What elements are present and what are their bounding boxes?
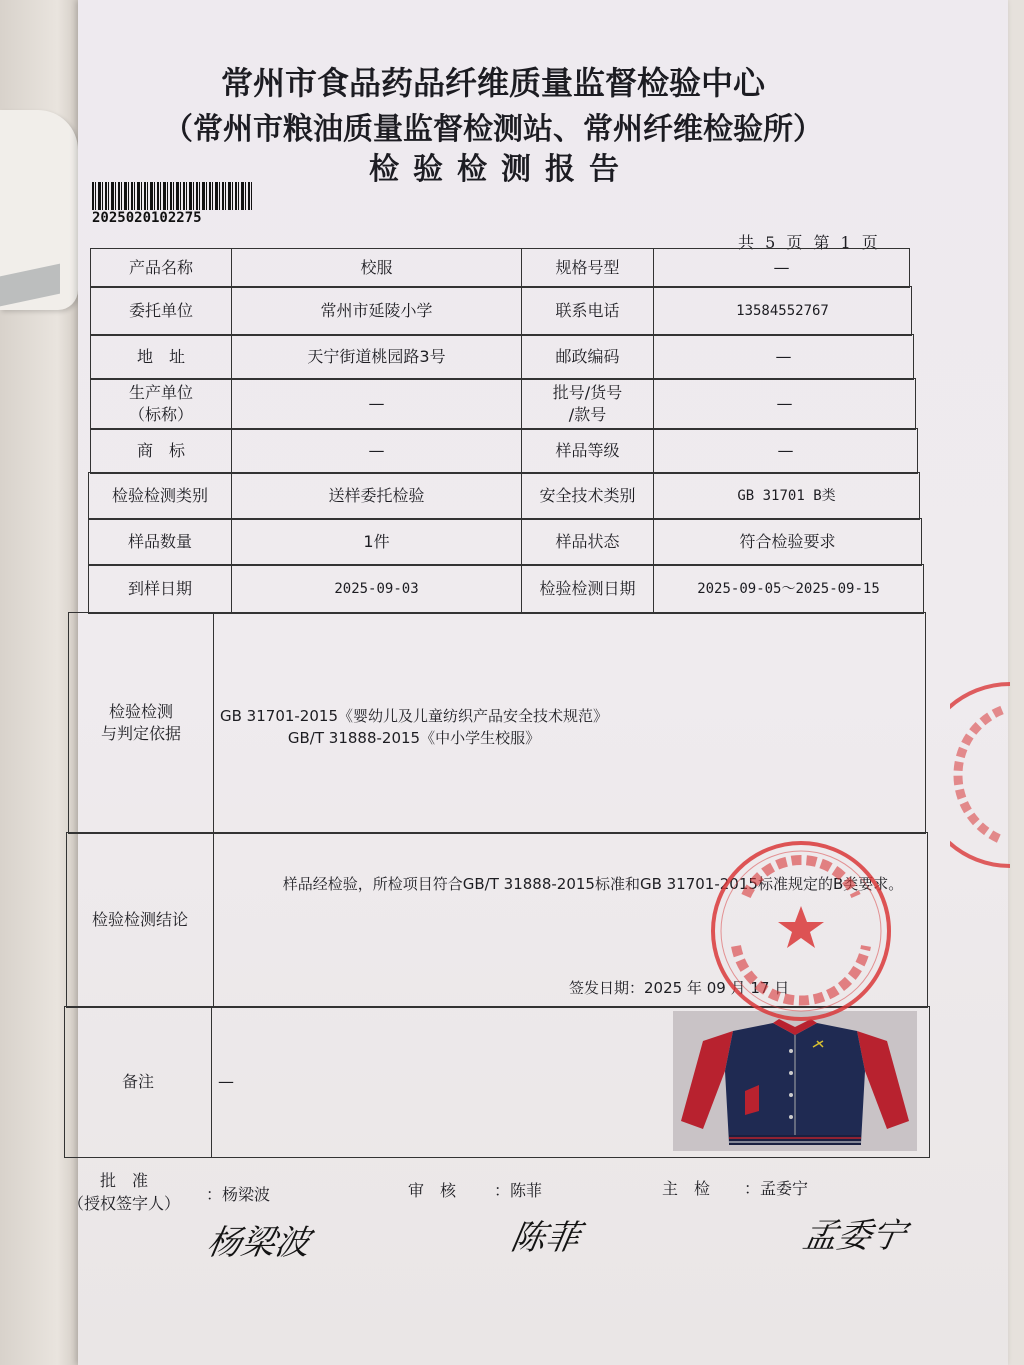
basis-standard-1: GB 31701-2015《婴幼儿及儿童纺织产品安全技术规范》: [220, 707, 608, 725]
reviewer-signature: 陈菲: [507, 1218, 583, 1258]
label-address: 地 址: [136, 347, 185, 366]
value-phone: 13584552767: [653, 287, 911, 335]
value-trademark: —: [231, 429, 521, 473]
value-basis: [213, 613, 925, 833]
label-remarks: 备注: [121, 1072, 154, 1091]
report-page: [67, 0, 1008, 1365]
conclusion-text: 样品经检验，所检项目符合GB/T 31888-2015标准和GB 31701-2015标准规定的B类要求。: [282, 875, 904, 893]
label-arrival: 到样日期: [127, 579, 192, 598]
value-arrival: 2025-09-03: [231, 565, 521, 613]
approver-label: [64, 1168, 184, 1214]
barcode: [92, 182, 252, 210]
label-trademark: 商 标: [136, 441, 185, 460]
reviewer-name: ：陈菲: [494, 1181, 543, 1200]
table-row: [88, 472, 920, 520]
approver-label-line2: （授权签字人）: [67, 1194, 180, 1213]
issue-date: 签发日期：2025 年 09 月 17 日: [569, 979, 790, 997]
label-client: 委托单位: [128, 301, 193, 320]
page-count: 共 5 页 第 1 页: [738, 233, 881, 252]
label-grade: 样品等级: [521, 429, 653, 473]
value-client: 常州市延陵小学: [231, 287, 521, 335]
value-spec: —: [653, 249, 909, 287]
basis-list: [220, 705, 608, 749]
value-quantity: 1件: [231, 519, 521, 565]
table-row: [90, 428, 918, 474]
label-safety: 安全技术类别: [521, 473, 653, 519]
edge-seal: [950, 680, 1010, 870]
label-basis-line1: 检验检测: [108, 702, 173, 721]
remarks-text: —: [218, 1072, 234, 1091]
approver-signature: 杨梁波: [203, 1223, 313, 1263]
chief-label: 主 检: [662, 1179, 711, 1198]
table-row: [90, 378, 916, 430]
label-batch-line2: /款号: [568, 405, 607, 424]
value-test-date: 2025-09-05～2025-09-15: [653, 565, 923, 613]
label-test-date: 检验检测日期: [521, 565, 653, 613]
doc-title: 检验检测报告: [369, 152, 633, 187]
barcode-number: 2025020102275: [92, 210, 202, 226]
basis-standard-2: GB/T 31888-2015《中小学生校服》: [287, 729, 541, 747]
label-manufacturer: [91, 379, 231, 429]
org-title: 常州市食品药品纤维质量监督检验中心: [220, 64, 765, 102]
value-safety: GB 31701 B类: [653, 473, 919, 519]
approver-label-line1: 批 准: [99, 1171, 148, 1190]
label-basis: [69, 613, 213, 833]
label-batch-line1: 批号/货号: [552, 383, 623, 402]
label-status: 样品状态: [521, 519, 653, 565]
value-address: 天宁街道桃园路3号: [231, 335, 521, 379]
chief-signature: 孟委宁: [799, 1216, 909, 1256]
table-row: [90, 248, 910, 288]
label-manufacturer-line2: （标称）: [128, 405, 193, 424]
label-manufacturer-line1: 生产单位: [128, 383, 193, 402]
value-postal: —: [653, 335, 913, 379]
value-status: 符合检验要求: [653, 519, 921, 565]
org-subtitle: （常州市粮油质量监督检测站、常州纤维检验所）: [163, 112, 823, 147]
label-product-name: 产品名称: [128, 258, 193, 277]
label-quantity: 样品数量: [127, 532, 192, 551]
table-row: [90, 286, 912, 336]
value-product-name: 校服: [231, 249, 521, 287]
label-test-type: 检验检测类别: [111, 486, 208, 505]
value-manufacturer: —: [231, 379, 521, 429]
label-batch: [521, 379, 653, 429]
approver-name: ：杨梁波: [206, 1185, 271, 1204]
value-batch: —: [653, 379, 915, 429]
label-spec: 规格号型: [521, 249, 653, 287]
reviewer-label: 审 核: [408, 1181, 457, 1200]
value-grade: —: [653, 429, 917, 473]
value-test-type: 送样委托检验: [231, 473, 521, 519]
sample-photo: [673, 1011, 917, 1151]
label-conclusion: 检验检测结论: [91, 910, 188, 929]
label-postal: 邮政编码: [521, 335, 653, 379]
label-phone: 联系电话: [521, 287, 653, 335]
chief-name: ：孟委宁: [744, 1179, 809, 1198]
official-seal: [706, 836, 896, 1026]
table-row: [88, 564, 924, 614]
jacket-image: [673, 1011, 917, 1151]
table-row: [88, 518, 922, 566]
table-row-basis: [68, 612, 926, 834]
table-row: [90, 334, 914, 380]
label-basis-line2: 与判定依据: [100, 724, 181, 743]
table-row-remarks: [64, 1006, 930, 1158]
